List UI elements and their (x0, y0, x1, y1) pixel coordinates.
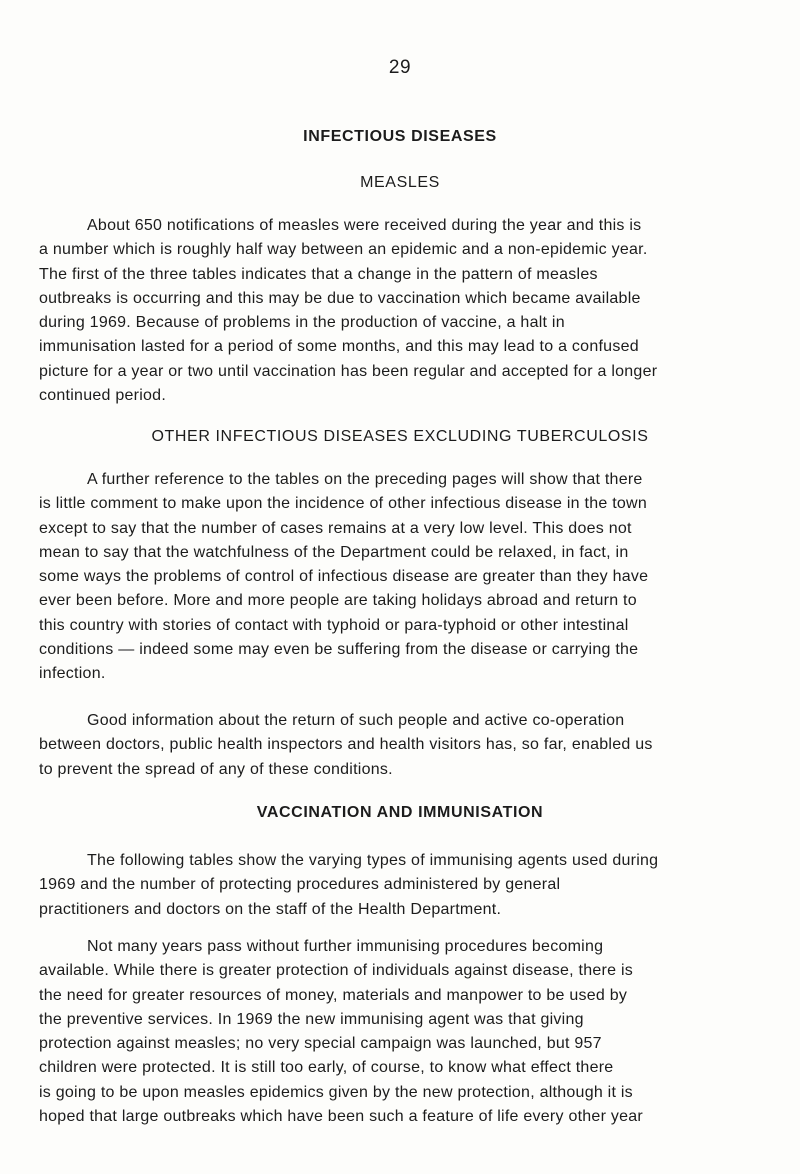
text-line: to prevent the spread of any of these conditions. (39, 760, 393, 778)
text-line: continued period. (39, 387, 167, 405)
text-line: the need for greater resources of money, materials and manpower to be used by (39, 986, 628, 1004)
text-line: the preventive services. In 1969 the new immunising agent was that giving (39, 1010, 584, 1028)
text-line: this country with stories of contact with typhoid or para-typhoid or other intestinal (39, 616, 629, 634)
heading-infectious-diseases: INFECTIOUS DISEASES (303, 128, 497, 145)
heading-measles: MEASLES (360, 174, 440, 191)
text-line: between doctors, public health inspectors and health visitors has, so far, enabled us (39, 736, 653, 754)
heading-other-infectious-diseases: OTHER INFECTIOUS DISEASES EXCLUDING TUBERCULOSIS (151, 428, 649, 445)
paragraph-vaccination-2 (39, 935, 769, 1129)
text-line: A further reference to the tables on the preceding pages will show that there (87, 471, 643, 488)
text-line: Good information about the return of such people and active co-operation (87, 712, 625, 729)
text-line: The first of the three tables indicates that a change in the pattern of measles (39, 265, 598, 283)
text-line: a number which is roughly half way between an epidemic and a non-epidemic year. (39, 241, 648, 259)
text-line: hoped that large outbreaks which have been such a feature of life every other year (39, 1108, 643, 1126)
text-line: is little comment to make upon the incidence of other infectious disease in the town (39, 495, 647, 513)
text-line: immunisation lasted for a period of some months, and this may lead to a confused (39, 338, 639, 356)
page-number: 29 (388, 57, 412, 78)
text-line: practitioners and doctors on the staff of the Health Department. (39, 900, 502, 918)
text-line: Not many years pass without further immunising procedures becoming (87, 938, 604, 955)
text-line: except to say that the number of cases remains at a very low level. This does not (39, 519, 632, 537)
paragraph-other-infectious-2 (39, 709, 769, 782)
text-line: during 1969. Because of problems in the production of vaccine, a halt in (39, 314, 565, 332)
text-line: some ways the problems of control of infectious disease are greater than they have (39, 568, 649, 586)
text-line: available. While there is greater protection of individuals against disease, there is (39, 962, 634, 980)
text-line: conditions — indeed some may even be suffering from the disease or carrying the (39, 641, 639, 659)
text-line: picture for a year or two until vaccination has been regular and accepted for a longer (39, 362, 658, 380)
text-line: is going to be upon measles epidemics given by the new protection, although it is (39, 1083, 633, 1101)
text-line: outbreaks is occurring and this may be due to vaccination which became available (39, 289, 641, 307)
text-line: protection against measles; no very special campaign was launched, but 957 (39, 1035, 602, 1053)
text-line: The following tables show the varying types of immunising agents used during (87, 852, 659, 869)
text-line: mean to say that the watchfulness of the Department could be relaxed, in fact, in (39, 543, 629, 561)
text-line: ever been before. More and more people are taking holidays abroad and return to (39, 592, 637, 610)
text-line: About 650 notifications of measles were received during the year and this is (87, 217, 642, 234)
text-line: infection. (39, 665, 106, 683)
paragraph-vaccination-1 (39, 849, 769, 922)
text-line: children were protected. It is still too early, of course, to know what effect there (39, 1059, 614, 1077)
text-line: 1969 and the number of protecting procedures administered by general (39, 876, 561, 894)
heading-vaccination: VACCINATION AND IMMUNISATION (256, 804, 544, 821)
paragraph-other-infectious-1 (39, 468, 769, 687)
paragraph-measles (39, 214, 769, 408)
